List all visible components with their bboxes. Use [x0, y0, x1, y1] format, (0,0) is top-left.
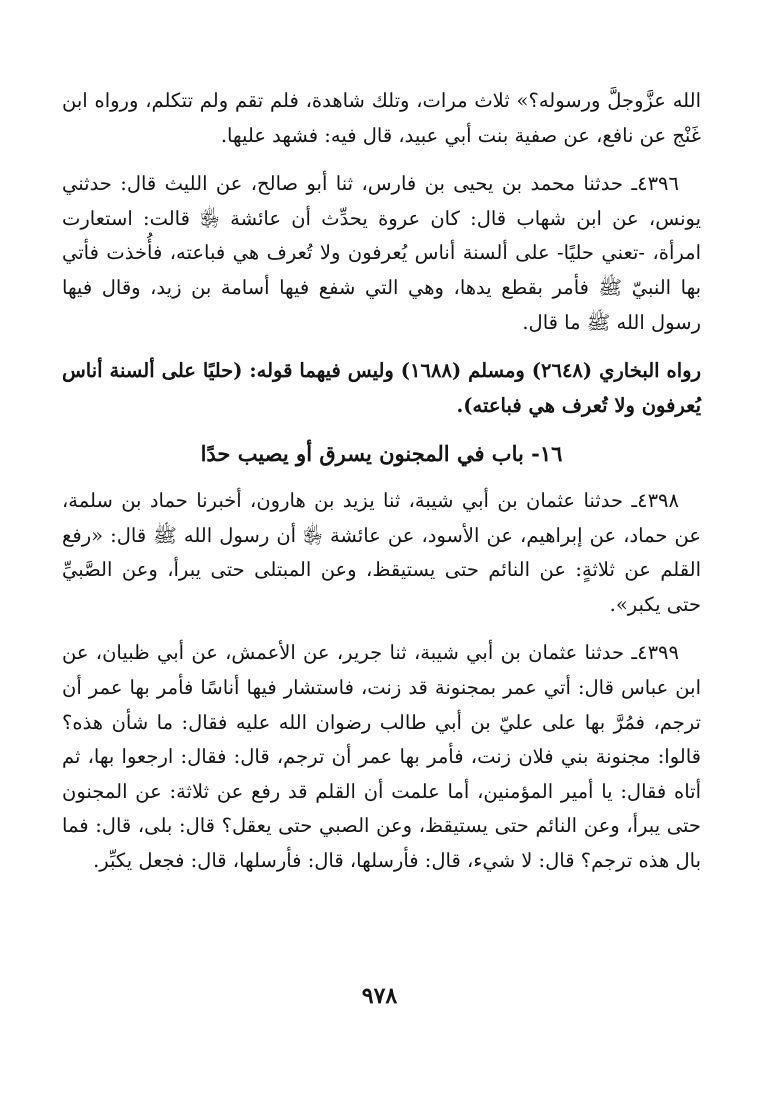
paragraph-continuation: الله عزَّوجلَّ ورسوله؟» ثلاث مرات، وتلك شاهدة، فلم تقم ولم تتكلم، ورواه ابن غَنْج عن نافع، عن صفية بنت أبي عبيد، قال فيه: فشهد عليها. [62, 89, 701, 147]
takhrij-note: رواه البخاري (٢٦٤٨) ومسلم (١٦٨٨) وليس فيهما قوله: (حليًا على ألسنة أناس يُعرفون ولا تُعرف هي فباعته). [62, 359, 701, 417]
hadith-4396: ٤٣٩٦ـ حدثنا محمد بن يحيى بن فارس، ثنا أبو صالح، عن الليث قال: حدثني يونس، عن ابن شهاب قال: كان عروة يحدِّث أن عائشة ﵂ قالت: استعارت امرأة، -تعني حليًا- على ألسنة أناس يُعرفون ولا تُعرف هي فباعته، فأُخذت فأتي بها النبيّ ﷺ فأمر بقطع يدها، وهي التي شفع فيها أسامة بن زيد، وقال فيها رسول الله ﷺ ما قال. [62, 172, 701, 334]
page-number: ٩٧٨ [361, 983, 398, 1009]
hadith-4399: ٤٣٩٩ـ حدثنا عثمان بن أبي شيبة، ثنا جرير، عن الأعمش، عن أبي ظبيان، عن ابن عباس قال: أتي عمر بمجنونة قد زنت، فاستشار فيها أناسًا فأمر بها عمر أن ترجم، فمُرَّ بها على عليّ بن أبي طالب رضوان الله عليه فقال: ما شأن هذه؟ قالوا: مجنونة بني فلان زنت، فأمر بها عمر أن ترجم، قال: فقال: ارجعوا بها، ثم أتاه فقال: يا أمير المؤمنين، أما علمت أن القلم قد رفع عن ثلاثة: عن المجنون حتى يبرأ، وعن النائم حتى يستيقظ، وعن الصبي حتى يعقل؟ قال: بلى، قال: فما بال هذه ترجم؟ قال: لا شيء، قال: فأرسلها، قال: فأرسلها، قال: فجعل يكبِّر. [62, 641, 701, 872]
chapter-heading: ١٦- باب في المجنون يسرق أو يصيب حدًا [200, 441, 563, 467]
page-body [62, 84, 701, 892]
hadith-4398: ٤٣٩٨ـ حدثنا عثمان بن أبي شيبة، ثنا يزيد بن هارون، أخبرنا حماد بن سلمة، عن حماد، عن إبراهيم، عن الأسود، عن عائشة ﵂ أن رسول الله ﷺ قال: «رفع القلم عن ثلاثةٍ: عن النائم حتى يستيقظ، وعن المبتلى حتى يبرأ، وعن الصَّبيِّ حتى يكبر». [62, 488, 701, 616]
